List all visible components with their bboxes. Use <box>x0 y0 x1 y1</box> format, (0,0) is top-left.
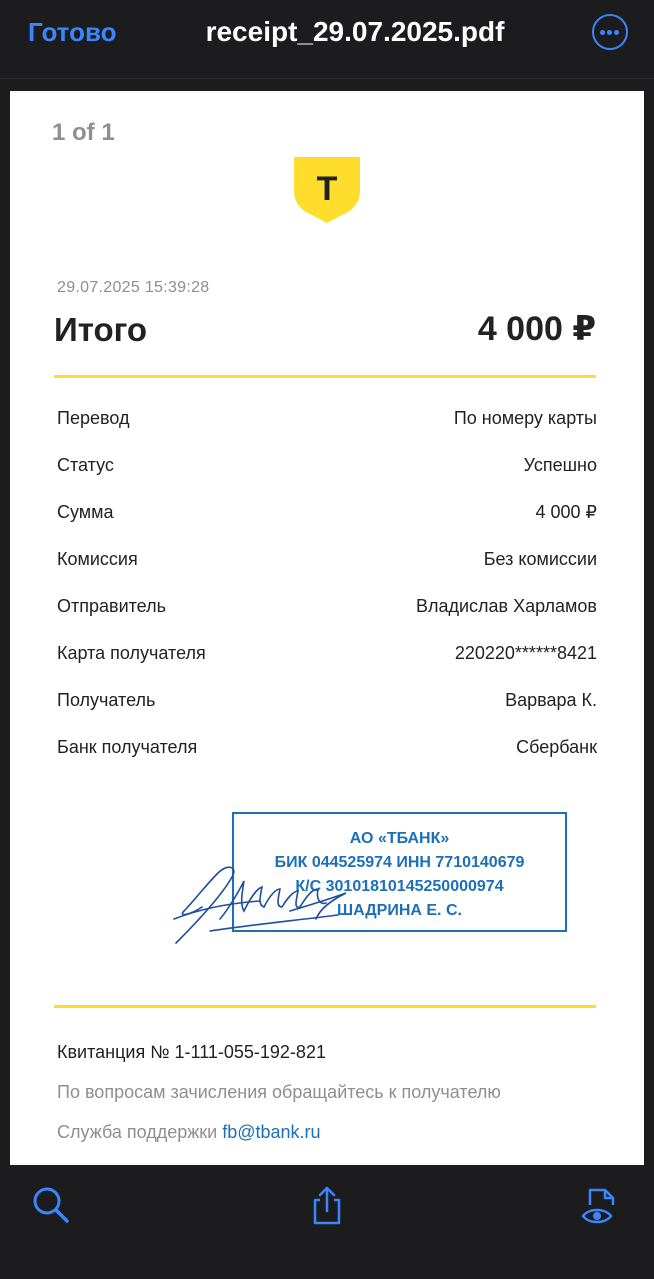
support-line <box>57 1122 321 1143</box>
detail-row <box>57 549 597 573</box>
navigation-bar <box>0 0 654 79</box>
detail-row <box>57 408 597 432</box>
detail-row <box>57 455 597 479</box>
detail-row <box>57 596 597 620</box>
row-label: Комиссия <box>57 549 138 569</box>
stamp-line: БИК 044525974 ИНН 7710140679 <box>274 854 525 871</box>
support-label: Служба поддержки <box>57 1122 223 1142</box>
page-counter: 1 of 1 <box>52 119 115 146</box>
bottom-divider <box>54 1005 596 1008</box>
stamp-line: АО «ТБАНК» <box>349 830 450 847</box>
row-value: Владислав Харламов <box>415 596 597 616</box>
logo-letter: Т <box>316 170 338 208</box>
row-value: Сбербанк <box>516 737 597 757</box>
tbank-logo <box>294 157 360 223</box>
detail-row <box>57 502 597 526</box>
row-value: По номеру карты <box>453 408 597 428</box>
signature <box>170 859 370 949</box>
document-page[interactable] <box>10 91 644 1165</box>
row-label: Статус <box>57 455 114 475</box>
row-label: Получатель <box>57 690 156 710</box>
total-label: Итого <box>54 311 148 348</box>
ellipsis-circle-icon[interactable] <box>592 14 628 50</box>
done-button[interactable]: Готово <box>28 14 116 50</box>
row-label: Банк получателя <box>57 737 198 757</box>
file-title: receipt_29.07.2025.pdf <box>205 16 505 47</box>
row-value: 4 000 ₽ <box>535 502 597 522</box>
row-value: Успешно <box>523 455 597 475</box>
stamp-line: ШАДРИНА Е. С. <box>337 902 462 919</box>
top-divider <box>54 375 596 378</box>
bottom-toolbar <box>0 1165 654 1279</box>
row-label: Отправитель <box>57 596 166 616</box>
search-icon[interactable] <box>31 1185 71 1225</box>
recipient-note: По вопросам зачисления обращайтесь к получателю <box>57 1082 501 1102</box>
share-icon[interactable] <box>307 1185 347 1225</box>
transaction-datetime: 29.07.2025 15:39:28 <box>57 279 210 296</box>
row-label: Перевод <box>57 408 130 428</box>
total-value: 4 000 ₽ <box>477 310 596 348</box>
row-label: Карта получателя <box>57 643 206 663</box>
row-value: Без комиссии <box>483 549 597 569</box>
detail-row <box>57 690 597 714</box>
detail-row <box>57 643 597 667</box>
row-value: 220220******8421 <box>454 643 597 663</box>
support-email-link[interactable]: fb@tbank.ru <box>222 1122 321 1142</box>
document-preview-icon[interactable] <box>580 1185 620 1225</box>
receipt-number: Квитанция № 1-111-055-192-821 <box>57 1042 326 1062</box>
row-label: Сумма <box>57 502 114 522</box>
detail-row <box>57 737 597 761</box>
stamp-line: К/С 30101810145250000974 <box>295 878 504 895</box>
row-value: Варвара К. <box>505 690 597 710</box>
